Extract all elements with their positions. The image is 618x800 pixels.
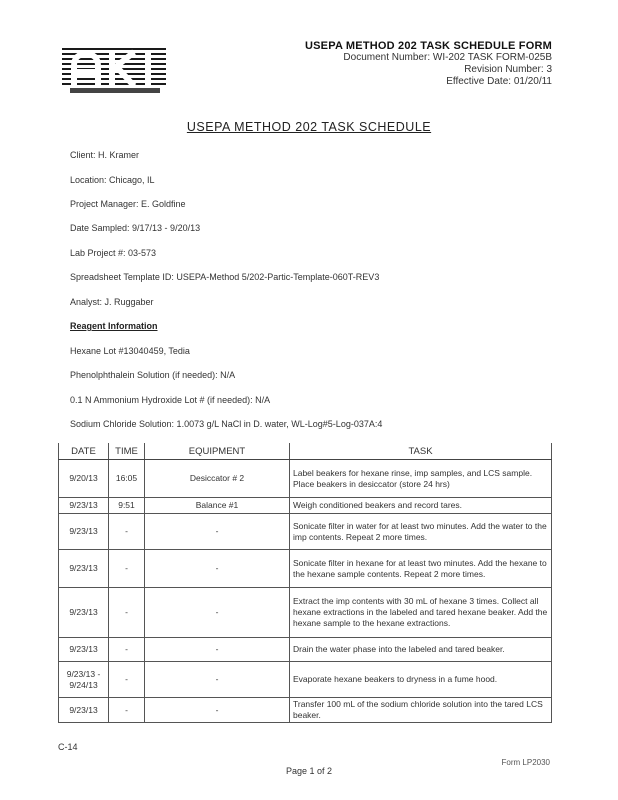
row-time: - (109, 638, 145, 662)
reagent-heading: Reagent Information (70, 321, 158, 331)
row-time: - (109, 588, 145, 638)
table-row (59, 588, 552, 638)
date-sampled-field: Date Sampled: 9/17/13 - 9/20/13 (70, 223, 201, 233)
page-number: Page 1 of 2 (285, 766, 333, 776)
hexane-lot-field: Hexane Lot #13040459, Tedia (70, 346, 190, 356)
table-row (59, 638, 552, 662)
table-row (59, 698, 552, 723)
spreadsheet-template-field: Spreadsheet Template ID: USEPA-Method 5/202-Partic-Template-060T-REV3 (70, 272, 380, 282)
row-equipment: - (145, 638, 290, 662)
row-date: 9/23/13 (59, 498, 109, 514)
date-column-header: DATE (59, 443, 109, 460)
row-date: 9/23/13 (59, 550, 109, 588)
row-equipment: - (145, 662, 290, 698)
document-header (305, 40, 552, 88)
project-manager-field: Project Manager: E. Goldfine (70, 199, 186, 209)
table-row (59, 514, 552, 550)
task-schedule-table (58, 443, 552, 723)
table-row (59, 460, 552, 498)
row-task: Drain the water phase into the labeled and tared beaker. (290, 638, 552, 662)
table-row (59, 550, 552, 588)
phenolphthalein-field: Phenolphthalein Solution (if needed): N/A (70, 370, 236, 380)
sodium-chloride-field: Sodium Chloride Solution: 1.0073 g/L NaCl in D. water, WL-Log#5-Log-037A:4 (70, 419, 383, 429)
row-time: - (109, 550, 145, 588)
equipment-column-header: EQUIPMENT (145, 443, 290, 460)
page-title: USEPA METHOD 202 TASK SCHEDULE (186, 120, 432, 134)
row-time: 9:51 (109, 498, 145, 514)
row-task: Sonicate filter in water for at least two minutes. Add the water to the imp contents. Repeat 2 more times. (290, 514, 552, 550)
form-code: Form LP2030 (501, 758, 550, 767)
row-equipment: - (145, 698, 290, 723)
row-time: - (109, 698, 145, 723)
row-date: 9/20/13 (59, 460, 109, 498)
row-task: Weigh conditioned beakers and record tares. (290, 498, 552, 514)
row-date: 9/23/13 (59, 638, 109, 662)
task-column-header: TASK (290, 443, 552, 460)
revision-number: Revision Number: 3 (464, 64, 552, 75)
row-task: Extract the imp contents with 30 mL of hexane 3 times. Collect all hexane extractions in the labeled and tared hexane beaker. Add the hexane sample to the hexane extractions. (290, 588, 552, 638)
table-header-row (59, 443, 552, 460)
row-date: 9/23/13 (59, 588, 109, 638)
row-date: 9/23/13 - 9/24/13 (59, 662, 109, 698)
ammonium-hydroxide-field: 0.1 N Ammonium Hydroxide Lot # (if needed): N/A (70, 395, 271, 405)
analyst-field: Analyst: J. Ruggaber (70, 297, 154, 307)
page-code: C-14 (58, 742, 78, 752)
table-row (59, 662, 552, 698)
company-logo (60, 44, 166, 94)
row-equipment: - (145, 550, 290, 588)
client-field: Client: H. Kramer (70, 150, 140, 160)
row-date: 9/23/13 (59, 514, 109, 550)
row-task: Sonicate filter in hexane for at least two minutes. Add the hexane to the hexane sample contents. Repeat 2 more times. (290, 550, 552, 588)
lab-project-field: Lab Project #: 03-573 (70, 248, 157, 258)
row-task: Evaporate hexane beakers to dryness in a fume hood. (290, 662, 552, 698)
row-equipment: Balance #1 (145, 498, 290, 514)
effective-date: Effective Date: 01/20/11 (446, 76, 552, 87)
row-time: - (109, 662, 145, 698)
time-column-header: TIME (109, 443, 145, 460)
row-time: - (109, 514, 145, 550)
row-task: Label beakers for hexane rinse, imp samples, and LCS sample. Place beakers in desiccator (store 24 hrs) (290, 460, 552, 498)
form-title: USEPA METHOD 202 TASK SCHEDULE FORM (305, 40, 552, 52)
row-task: Transfer 100 mL of the sodium chloride solution into the tared LCS beaker. (290, 698, 552, 723)
location-field: Location: Chicago, IL (70, 175, 155, 185)
row-time: 16:05 (109, 460, 145, 498)
row-equipment: - (145, 514, 290, 550)
row-date: 9/23/13 (59, 698, 109, 723)
row-equipment: - (145, 588, 290, 638)
table-row (59, 498, 552, 514)
document-number: Document Number: WI-202 TASK FORM-025B (343, 52, 552, 63)
row-equipment: Desiccator # 2 (145, 460, 290, 498)
